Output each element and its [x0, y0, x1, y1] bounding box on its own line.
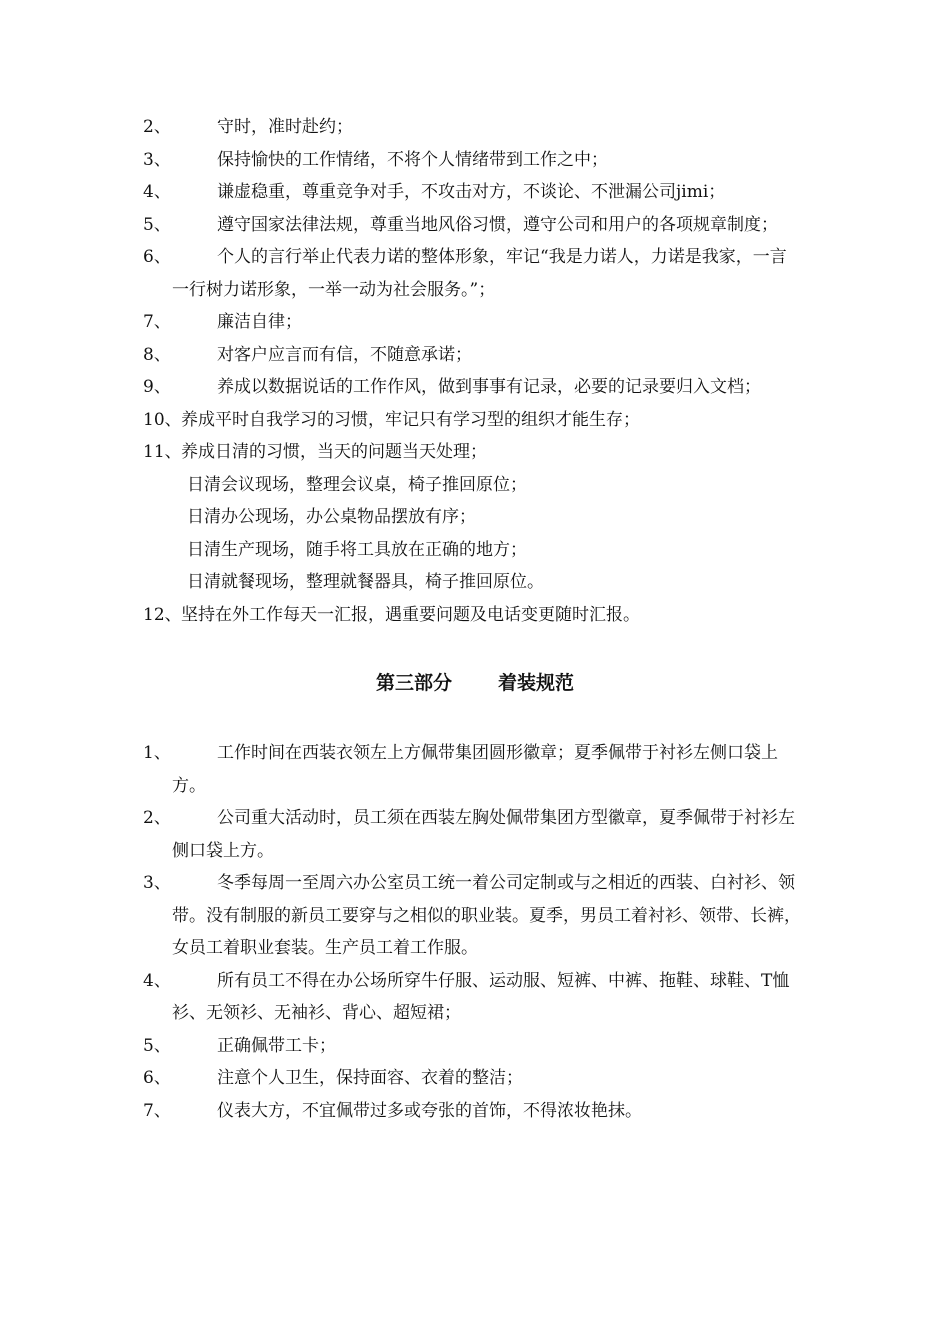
item-number: 3、	[143, 873, 171, 893]
section-part-label: 第三部分	[375, 672, 452, 694]
item-number: 7、	[143, 1100, 171, 1121]
item-number: 12、	[143, 604, 182, 625]
item-number: 7、	[143, 312, 171, 332]
item-number: 5、	[143, 1035, 171, 1056]
item-number: 5、	[143, 214, 171, 235]
item-text: 工作时间在西装衣领左上方佩带集团圆形徽章；夏季佩带于衬衫左侧口袋上方。	[172, 743, 778, 796]
item-number: 6、	[143, 247, 171, 267]
item-text: 养成日清的习惯，当天的问题当天处理；	[181, 442, 487, 462]
daily-clean-item: 日清办公现场，办公桌物品摆放有序；	[187, 507, 476, 527]
item-text: 养成平时自我学习的习惯，牢记只有学习型的组织才能生存；	[181, 409, 640, 430]
item-text: 廉洁自律；	[217, 312, 302, 332]
section-name: 着装规范	[498, 672, 575, 694]
item-number: 1、	[143, 743, 171, 763]
item-text: 仪表大方，不宜佩带过多或夸张的首饰，不得浓妆艳抹。	[217, 1100, 642, 1121]
section-heading	[0, 667, 950, 699]
item-number: 3、	[143, 149, 171, 170]
item-text: 冬季每周一至周六办公室员工统一着公司定制或与之相近的西装、白衬衫、领带。没有制服的新员工要穿与之相似的职业装。夏季，男员工着衬衫、领带、长裤，女员工着职业套装。生产员工着工作服。	[172, 873, 801, 958]
item-text: 养成以数据说话的工作作风，做到事事有记录，必要的记录要归入文档；	[217, 377, 761, 397]
list-item	[143, 176, 803, 209]
conduct-list	[0, 111, 950, 631]
item-text: 谦虚稳重，尊重竞争对手，不攻击对方，不谈论、不泄漏公司jimi；	[217, 182, 726, 202]
item-text: 坚持在外工作每天一汇报，遇重要问题及电话变更随时汇报。	[181, 604, 640, 625]
list-item	[143, 737, 803, 802]
item-text: 所有员工不得在办公场所穿牛仔服、运动服、短裤、中裤、拖鞋、球鞋、T恤衫、无领衫、无袖衫、背心、超短裙；	[172, 970, 790, 1023]
item-text: 保持愉快的工作情绪，不将个人情绪带到工作之中；	[217, 149, 608, 170]
list-item	[143, 599, 803, 632]
list-item	[143, 371, 803, 404]
item-number: 2、	[143, 117, 171, 137]
dress-code-list	[0, 737, 950, 1127]
list-item	[143, 867, 803, 965]
daily-clean-item: 日清会议现场，整理会议桌，椅子推回原位；	[187, 474, 527, 495]
list-item	[143, 209, 803, 242]
daily-clean-item: 日清生产现场，随手将工具放在正确的地方；	[187, 539, 527, 560]
item-number: 6、	[143, 1068, 171, 1088]
item-number: 11、	[143, 442, 182, 462]
list-item	[143, 1062, 803, 1095]
item-text: 公司重大活动时，员工须在西装左胸处佩带集团方型徽章，夏季佩带于衬衫左侧口袋上方。	[172, 808, 795, 861]
item-text: 对客户应言而有信，不随意承诺；	[217, 344, 472, 365]
list-item	[143, 111, 803, 144]
list-item	[143, 436, 803, 469]
list-item	[143, 306, 803, 339]
item-number: 4、	[143, 970, 171, 991]
list-item	[143, 144, 803, 177]
item-number: 4、	[143, 182, 171, 202]
list-item	[143, 404, 803, 437]
item-number: 8、	[143, 344, 171, 365]
item-text: 注意个人卫生，保持面容、衣着的整洁；	[217, 1068, 523, 1088]
list-item	[143, 965, 803, 1030]
list-item	[143, 241, 803, 306]
item-text: 遵守国家法律法规，尊重当地风俗习惯，遵守公司和用户的各项规章制度；	[217, 214, 778, 235]
item-number: 9、	[143, 377, 171, 397]
item-text: 正确佩带工卡；	[217, 1035, 336, 1056]
item-text: 守时，准时赴约；	[217, 117, 353, 137]
list-item	[143, 1095, 803, 1128]
list-item	[143, 339, 803, 372]
item-number: 2、	[143, 808, 171, 828]
list-item	[143, 802, 803, 867]
list-item	[143, 1030, 803, 1063]
item-number: 10、	[143, 409, 182, 430]
item-text: 个人的言行举止代表力诺的整体形象，牢记“我是力诺人，力诺是我家，一言一行树力诺形象，一举一动为社会服务。”；	[172, 247, 787, 300]
daily-clean-item: 日清就餐现场，整理就餐器具，椅子推回原位。	[187, 572, 544, 592]
